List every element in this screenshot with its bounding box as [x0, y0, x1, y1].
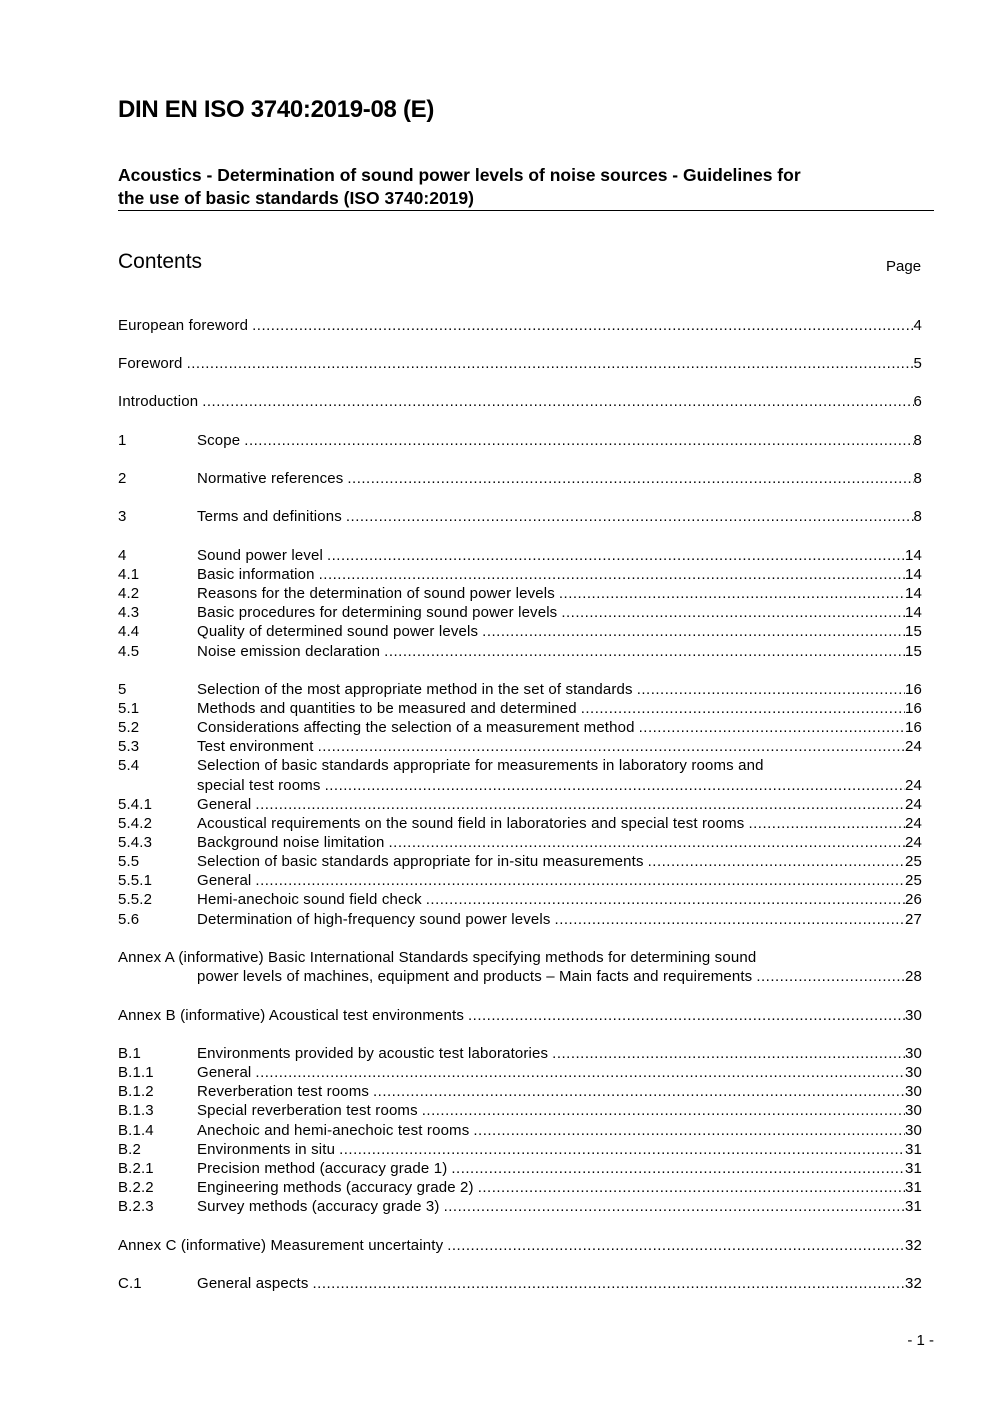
toc-entry-5-4-3[interactable]: 5.4.3 Background noise limitation ..... 24: [118, 833, 922, 852]
leader-dots: [255, 871, 905, 890]
leader-dots: [637, 680, 905, 699]
leader-dots: [389, 833, 906, 852]
leader-dots: [187, 354, 914, 373]
toc-entry-b1-2[interactable]: B.1.2 Reverberation test rooms ..... 30: [118, 1082, 922, 1101]
toc-entry-5-4-1[interactable]: 5.4.1 General ..... 24: [118, 795, 922, 814]
toc-entry-b2-1[interactable]: B.2.1 Precision method (accuracy grade 1) ..... 31: [118, 1159, 922, 1178]
toc-entry-3[interactable]: 3 Terms and definitions ..... 8: [118, 507, 922, 526]
toc-entry-b1-4[interactable]: B.1.4 Anechoic and hemi-anechoic test rooms ..... 30: [118, 1121, 922, 1140]
leader-dots: [756, 967, 905, 986]
leader-dots: [339, 1140, 905, 1159]
toc-entry-5-4-line2[interactable]: special test rooms ..... 24: [118, 776, 922, 795]
leader-dots: [444, 1197, 905, 1216]
leader-dots: [748, 814, 905, 833]
title-rule: [118, 210, 934, 211]
toc-entry-4[interactable]: 4 Sound power level ..... 14: [118, 546, 922, 565]
toc-entry-b1-1[interactable]: B.1.1 General ..... 30: [118, 1063, 922, 1082]
page-number: - 1 -: [907, 1332, 934, 1349]
leader-dots: [482, 622, 905, 641]
leader-dots: [327, 546, 905, 565]
toc-entry-4-5[interactable]: 4.5 Noise emission declaration ..... 15: [118, 642, 922, 661]
toc-entry-annex-a-line2[interactable]: power levels of machines, equipment and products – Main facts and requirements ..... 28: [118, 967, 922, 986]
toc-entry-4-1[interactable]: 4.1 Basic information ..... 14: [118, 565, 922, 584]
toc-entry-2[interactable]: 2 Normative references ..... 8: [118, 469, 922, 488]
toc-entry-5-5-2[interactable]: 5.5.2 Hemi-anechoic sound field check ..... 26: [118, 890, 922, 909]
leader-dots: [319, 565, 905, 584]
leader-dots: [318, 737, 905, 756]
toc-entry-4-2[interactable]: 4.2 Reasons for the determination of sound power levels ..... 14: [118, 584, 922, 603]
leader-dots: [202, 392, 913, 411]
leader-dots: [451, 1159, 905, 1178]
toc-entry-5-3[interactable]: 5.3 Test environment ..... 24: [118, 737, 922, 756]
toc-entry-5-1[interactable]: 5.1 Methods and quantities to be measured and determined ..... 16: [118, 699, 922, 718]
toc-entry-b1[interactable]: B.1 Environments provided by acoustic test laboratories ..... 30: [118, 1044, 922, 1063]
toc-entry-5-5-1[interactable]: 5.5.1 General ..... 25: [118, 871, 922, 890]
leader-dots: [426, 890, 905, 909]
leader-dots: [384, 642, 905, 661]
title-line-2: the use of basic standards (ISO 3740:2019): [118, 188, 474, 208]
leader-dots: [312, 1274, 905, 1293]
leader-dots: [581, 699, 905, 718]
leader-dots: [325, 776, 905, 795]
leader-dots: [447, 1236, 905, 1255]
leader-dots: [255, 795, 905, 814]
toc-entry-5-5[interactable]: 5.5 Selection of basic standards appropriate for in-situ measurements ..... 25: [118, 852, 922, 871]
leader-dots: [346, 507, 914, 526]
document-title: [118, 164, 930, 210]
contents-heading: Contents: [118, 250, 203, 273]
leader-dots: [244, 431, 913, 450]
toc-entry-1[interactable]: 1 Scope ..... 8: [118, 431, 922, 450]
leader-dots: [478, 1178, 905, 1197]
leader-dots: [552, 1044, 905, 1063]
page-column-label: Page: [886, 258, 922, 275]
leader-dots: [252, 316, 913, 335]
toc-entry-b2[interactable]: B.2 Environments in situ ..... 31: [118, 1140, 922, 1159]
toc-entry-5-2[interactable]: 5.2 Considerations affecting the selection of a measurement method ..... 16: [118, 718, 922, 737]
leader-dots: [373, 1082, 905, 1101]
toc-entry-5[interactable]: 5 Selection of the most appropriate method in the set of standards ..... 16: [118, 680, 922, 699]
toc-entry-annex-c[interactable]: Annex C (informative) Measurement uncertainty ..... 32: [118, 1236, 922, 1255]
toc-entry-b2-2[interactable]: B.2.2 Engineering methods (accuracy grade 2) ..... 31: [118, 1178, 922, 1197]
toc-entry-foreword[interactable]: Foreword ..... 5: [118, 354, 922, 373]
leader-dots: [639, 718, 905, 737]
leader-dots: [347, 469, 913, 488]
leader-dots: [559, 584, 905, 603]
toc-entry-annex-a-line1[interactable]: Annex A (informative) Basic International Standards specifying methods for determining sound: [118, 949, 757, 966]
toc-entry-5-6[interactable]: 5.6 Determination of high-frequency sound power levels ..... 27: [118, 910, 922, 929]
document-id: DIN EN ISO 3740:2019-08 (E): [118, 96, 435, 123]
leader-dots: [468, 1006, 905, 1025]
leader-dots: [561, 603, 905, 622]
toc-entry-c1[interactable]: C.1 General aspects ..... 32: [118, 1274, 922, 1293]
toc-entry-5-4-2[interactable]: 5.4.2 Acoustical requirements on the sound field in laboratories and special test rooms ..... 24: [118, 814, 922, 833]
toc-entry-european-foreword[interactable]: European foreword ..... 4: [118, 316, 922, 335]
leader-dots: [255, 1063, 905, 1082]
toc-entry-4-3[interactable]: 4.3 Basic procedures for determining sound power levels ..... 14: [118, 603, 922, 622]
leader-dots: [473, 1121, 905, 1140]
title-line-1: Acoustics - Determination of sound power levels of noise sources - Guidelines for: [118, 165, 801, 185]
toc-entry-b2-3[interactable]: B.2.3 Survey methods (accuracy grade 3) ..... 31: [118, 1197, 922, 1216]
leader-dots: [422, 1101, 905, 1120]
toc-entry-introduction[interactable]: Introduction ..... 6: [118, 392, 922, 411]
toc-entry-annex-b[interactable]: Annex B (informative) Acoustical test environments ..... 30: [118, 1006, 922, 1025]
toc-entry-b1-3[interactable]: B.1.3 Special reverberation test rooms ..... 30: [118, 1101, 922, 1120]
leader-dots: [648, 852, 905, 871]
toc-entry-4-4[interactable]: 4.4 Quality of determined sound power levels ..... 15: [118, 622, 922, 641]
leader-dots: [555, 910, 905, 929]
toc-entry-5-4-line1[interactable]: 5.4 Selection of basic standards appropriate for measurements in laboratory rooms and: [118, 757, 764, 774]
